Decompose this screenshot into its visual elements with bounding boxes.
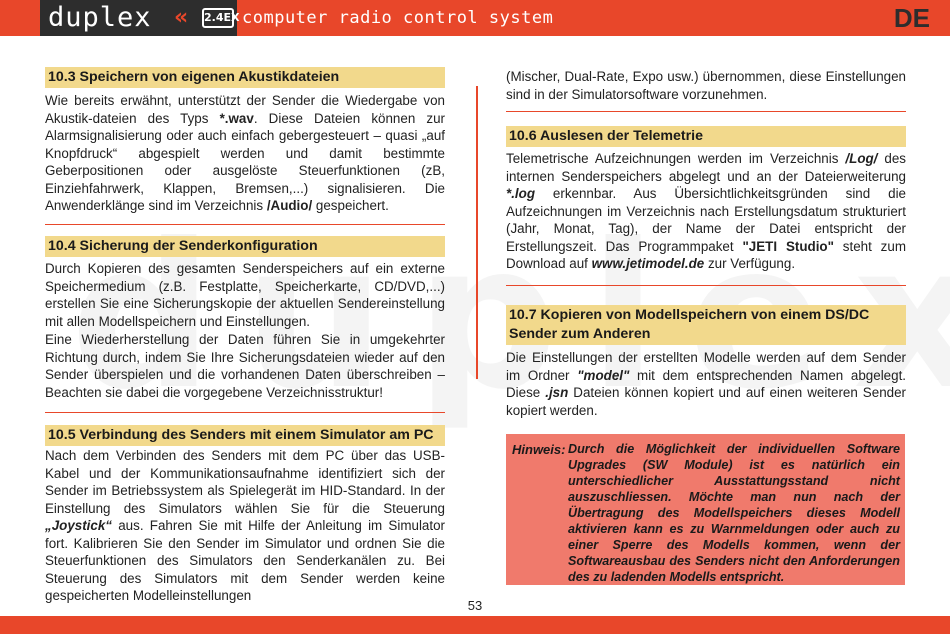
jeti-studio-name: "JETI Studio" <box>742 238 834 254</box>
section-10-4-paragraph-2: Eine Wiederherstellung der Daten führen Sie in umgekehrter Richtung durch, indem Sie Ihre Sicherungsdateien wieder auf den Sender überspielen und die vorhandenen Daten überschreiben – Beachten sie dabei die vorgegebene Verzeichnisstruktur! <box>45 332 445 400</box>
text-run: zur Verfügung. <box>704 256 796 271</box>
joystick-term: „Joystick“ <box>45 518 112 533</box>
text-run: mit dem entsprechenden Namen abgelegt. Diese <box>506 367 907 400</box>
section-10-6-paragraph <box>506 150 906 273</box>
header-title: computer radio control system <box>242 8 554 28</box>
logo-chevron-icon: « <box>174 5 186 30</box>
section-title-10-4: 10.4 Sicherung der Senderkonfiguration <box>45 236 445 257</box>
text-run: aus. Fahren Sie mit Hilfe der Anleitung im Simulator fort. Kalibrieren Sie den Sender im Simulator und ordnen Sie die Steuerfunktionen des Simulators den Senderkanälen zu. Bei Steuerung des Simulators mit dem Sender werden keine gespeicherten Modelleinstellungen <box>45 518 445 603</box>
text-run: erkennbar. Aus Übersichtlichkeitsgründen sind die Aufzeichnungen im Verzeichnis nach Erstellungsdatum strukturiert (Jahr, Monat, Tag), der Name der Datei entspricht der Erstellungszeit. Das Programmpaket <box>506 186 906 254</box>
folder-log: /Log/ <box>845 151 878 166</box>
logo-badge: 2.4EX <box>202 8 234 28</box>
text-run: Dateien können kopiert und auf einen weiteren Sender kopiert werden. <box>506 385 906 418</box>
divider <box>45 412 445 413</box>
divider <box>45 224 445 225</box>
divider <box>506 111 906 112</box>
column-separator <box>476 86 478 379</box>
file-type-jsn: .jsn <box>545 385 569 400</box>
file-type-wav: *.wav <box>219 110 254 126</box>
section-10-5-continuation: (Mischer, Dual-Rate, Expo usw.) übernommen, diese Einstellungen sind in der Simulatorsoftware vorzunehmen. <box>506 69 906 102</box>
note-box <box>506 434 905 585</box>
text-run: gespeichert. <box>312 198 389 213</box>
section-title-10-6: 10.6 Auslesen der Telemetrie <box>506 126 906 147</box>
page-header <box>0 0 950 36</box>
text-run: . Diese Dateien können zur Alarmsignalisierung oder auch einfach gebergesteuert – quasi „auf Knopfdruck“ abgespielt werden und damit bestimmte Geberpositionen oder ausgelöste Steuerfunktionen (zB, Einziehfahrwerk, Klappen, Bremsen,...) signalisieren. Die Anwenderklänge sind im Verzeichnis <box>45 110 445 213</box>
section-title-10-3: 10.3 Speichern von eigenen Akustikdateien <box>45 67 445 88</box>
section-10-4-paragraph-1: Durch Kopieren des gesamten Senderspeichers auf ein externe Speichermedium (z.B. Festplatte, Speicherkarte, CD/DVD,...) erstellen Sie eine Sicherungskopie der aktuellen Sendereinstellung mit allen Modellspeichern und Einstellungen. <box>45 261 445 329</box>
logo-wordmark: duplex <box>48 2 152 33</box>
note-label: Hinweis: <box>512 442 566 457</box>
section-title-10-7: 10.7 Kopieren von Modellspeichern von einem DS/DC Sender zum Anderen <box>506 305 906 345</box>
text-run: Die Einstellungen der erstellten Modelle werden auf dem Sender im Ordner <box>506 350 906 383</box>
folder-model: "model" <box>577 367 630 383</box>
divider <box>506 285 906 286</box>
note-text: Durch die Möglichkeit der individuellen Software Upgrades (SW Module) ist es natürlich ein unterschiedlicher Ausstattungsstand nicht auszuschliessen. Möchte man nun nach der Übertragung des Modellspeichers dieses Modell aktivieren kann es zu Warnmeldungen oder auch zu einer Sperre des Modells kommen, wenn der Softwareausbau des Senders nicht den Anforderungen des zu ladenden Modells entspricht. <box>568 442 900 584</box>
section-10-3-paragraph <box>45 92 445 215</box>
text-run: Wie bereits erwähnt, unterstützt der Sender die Wiedergabe von Akustik-dateien des Typs <box>45 93 445 126</box>
section-10-5-paragraph <box>45 447 445 605</box>
page-footer-bar <box>0 616 950 634</box>
text-run: des internen Senderspeichers abgelegt und an der Dateierweiterung <box>506 151 906 184</box>
section-10-7-paragraph <box>506 349 906 419</box>
jetimodel-link[interactable]: www.jetimodel.de <box>591 256 705 271</box>
section-title-10-5: 10.5 Verbindung des Senders mit einem Simulator am PC <box>45 425 445 446</box>
language-code: DE <box>893 3 930 33</box>
page-number: 53 <box>467 598 483 613</box>
text-run: Nach dem Verbinden des Senders mit dem PC über das USB-Kabel und der Kommunikationsaufnahme identifiziert sich der Sender im Betriebssystem als Spielegerät im HID-Standard. In der Einstellung des Simulators wählen Sie für die Steuerung <box>45 448 445 516</box>
text-run: Telemetrische Aufzeichnungen werden im Verzeichnis <box>506 151 846 166</box>
file-type-log: *.log <box>506 186 536 201</box>
folder-audio: /Audio/ <box>266 198 313 213</box>
duplex-logo <box>40 0 240 36</box>
text-run: steht zum Download auf <box>506 238 906 271</box>
